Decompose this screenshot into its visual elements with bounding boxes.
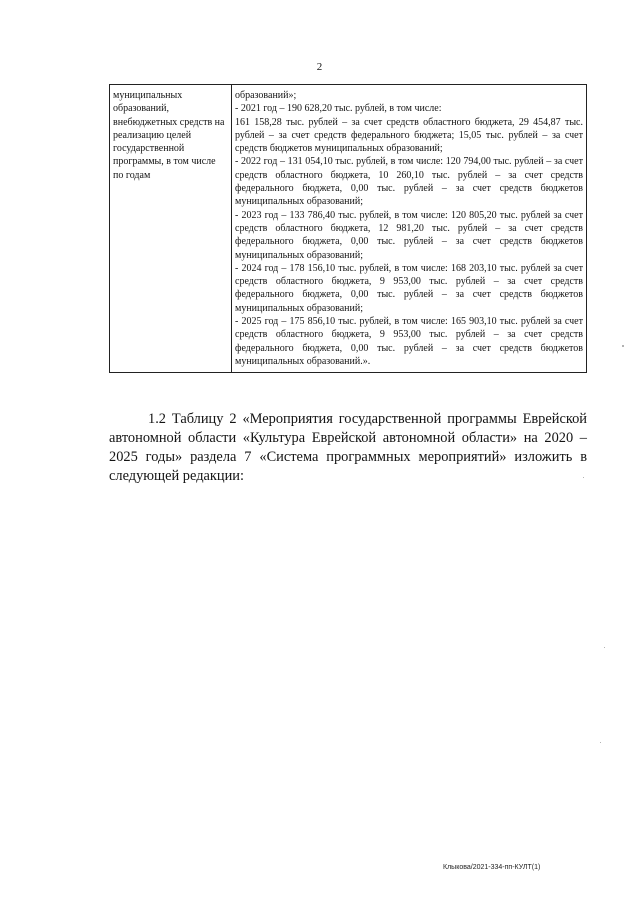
amendment-paragraph: 1.2 Таблицу 2 «Мероприятия государственной программы Еврейской автономной области «Культура Еврейской автономной области» на 2020 – 2025 годы» раздела 7 «Система программных мероприятий» изложить в следующей редакции: — [109, 411, 587, 485]
table-value-cell — [232, 85, 587, 373]
table-label-cell: муниципальных образований, внебюджетных средств на реализацию целей государственной программы, в том числе по годам — [110, 85, 232, 373]
scan-speck — [622, 345, 624, 347]
document-code: Клыкова/2021-334-пп-КУЛТ(1) — [443, 864, 541, 871]
funding-line-2021-detail: 161 158,28 тыс. рублей – за счет средств областного бюджета, 29 454,87 тыс. рублей – за счет средств федерального бюджета; 15,05 тыс. рублей – за счет средств бюджетов муниципальных образований; — [235, 116, 583, 155]
funding-table — [109, 84, 587, 373]
funding-line-2024: - 2024 год – 178 156,10 тыс. рублей, в том числе: 168 203,10 тыс. рублей за счет средств областного бюджета, 9 953,00 тыс. рублей – за счет средств федерального бюджета, 0,00 тыс. рублей – за счет средств бюджетов муниципальных образований; — [235, 262, 583, 314]
funding-line-2022: - 2022 год – 131 054,10 тыс. рублей, в том числе: 120 794,00 тыс. рублей – за счет средств областного бюджета, 10 260,10 тыс. рублей – за счет средств федерального бюджета, 0,00 тыс. рублей – за счет средств бюджетов муниципальных образований; — [235, 156, 583, 208]
scan-speck — [600, 742, 601, 743]
table-row — [110, 85, 587, 373]
scan-speck — [583, 477, 584, 478]
funding-line-2021-total: - 2021 год – 190 628,20 тыс. рублей, в том числе: — [235, 103, 442, 115]
funding-line-2025: - 2025 год – 175 856,10 тыс. рублей, в том числе: 165 903,10 тыс. рублей за счет средств областного бюджета, 9 953,00 тыс. рублей – за счет средств федерального бюджета, 0,00 тыс. рублей – за счет средств бюджетов муниципальных образований.». — [235, 316, 583, 367]
page-number: 2 — [316, 61, 323, 73]
funding-line-2023: - 2023 год – 133 786,40 тыс. рублей, в том числе: 120 805,20 тыс. рублей за счет средств областного бюджета, 12 981,20 тыс. рублей – за счет средств федерального бюджета, 0,00 тыс. рублей – за счет средств бюджетов муниципальных образований; — [235, 209, 583, 261]
scan-speck — [604, 647, 605, 648]
funding-line-intro: образований»; — [235, 90, 297, 101]
